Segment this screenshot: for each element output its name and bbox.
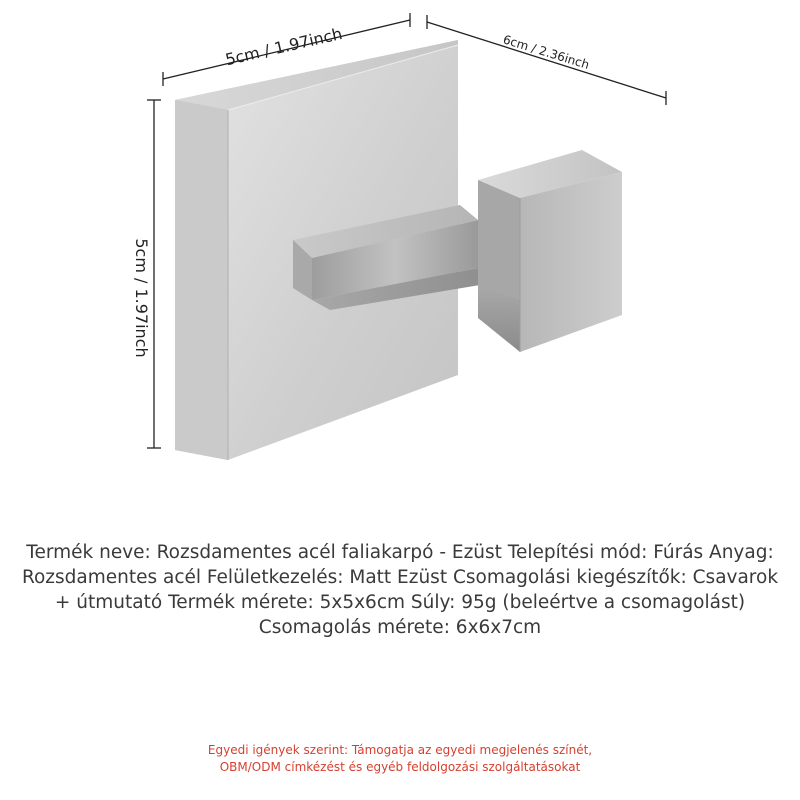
- dimension-height: [132, 100, 161, 448]
- custom-service-note: [100, 742, 700, 776]
- height-label: 5cm / 1.97inch: [132, 238, 151, 358]
- product-description: Termék neve: Rozsdamentes acél faliakarpó - Ezüst Telepítési mód: Fúrás Anyag: Rozsdamentes acél Felületkezelés: Matt Ezüst Csomagolási kiegészítők: Csavarok + útmutató Termék mérete: 5x5x6cm Súly: 95g (beleértve a csomagolást) Csomagolás mérete: 6x6x7cm: [21, 542, 779, 638]
- note-line-2: OBM/ODM címkézést és egyéb feldolgozási szolgáltatásokat: [219, 760, 581, 774]
- depth-label: 6cm / 2.36inch: [501, 32, 591, 72]
- dimension-depth: [427, 15, 666, 105]
- note-line-1: Egyedi igények szerint: Támogatja az egyedi megjelenés színét,: [207, 743, 593, 757]
- width-label: 5cm / 1.97inch: [223, 23, 345, 70]
- hook-upright: [478, 150, 622, 352]
